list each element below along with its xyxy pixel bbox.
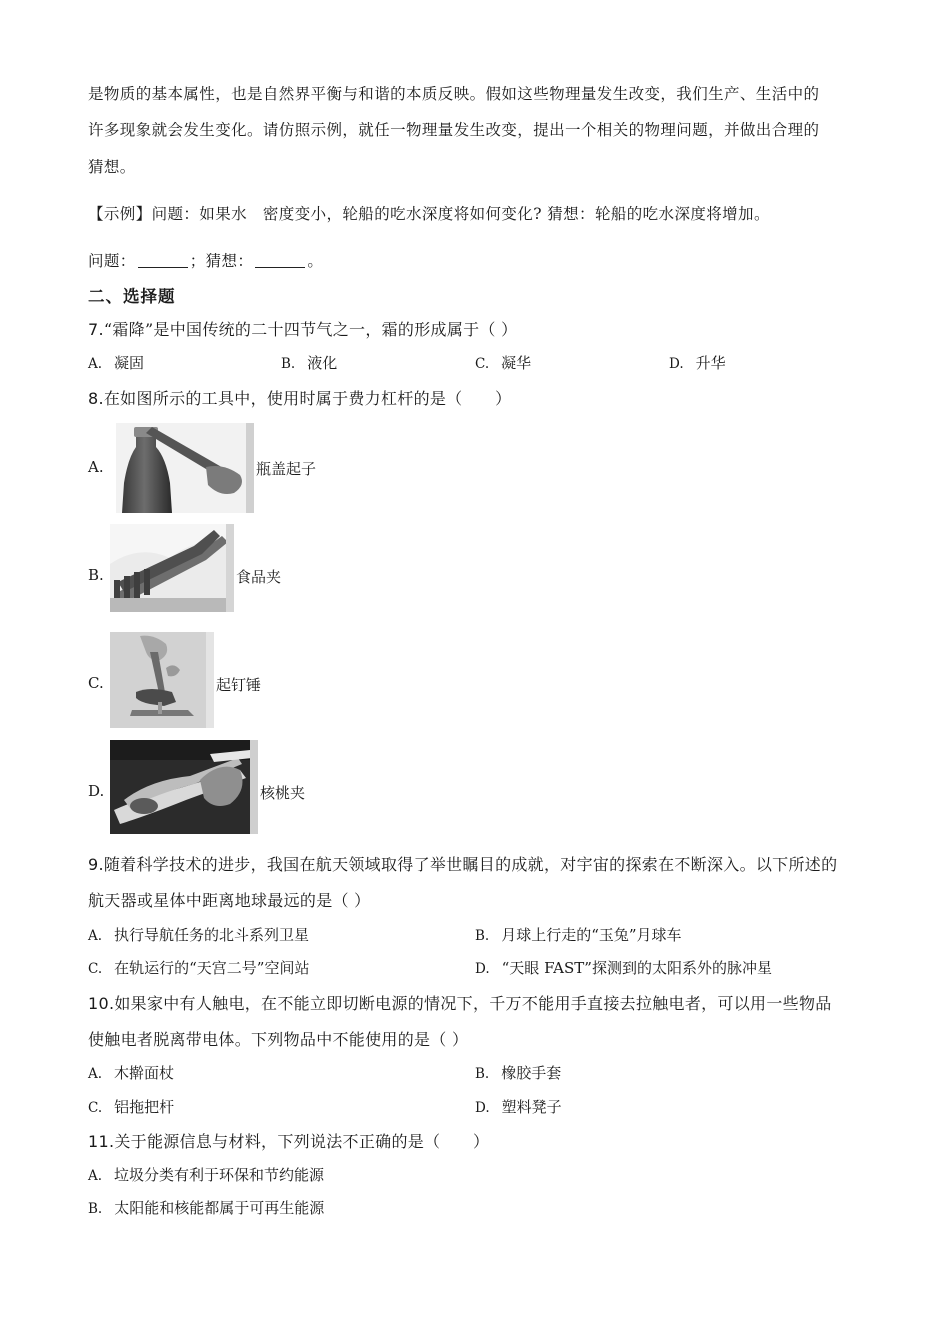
option-letter: A.: [88, 356, 103, 372]
option-letter: C.: [88, 1100, 103, 1116]
option-text: 凝华: [501, 354, 532, 372]
option-letter: B.: [475, 928, 490, 944]
option-letter: B.: [281, 356, 296, 372]
section-title: 二、选择题: [88, 287, 176, 306]
question-11-option-b[interactable]: [88, 1197, 324, 1218]
option-letter: C.: [475, 356, 490, 372]
question-11-text: 关于能源信息与材料，下列说法不正确的是（ ）: [114, 1132, 490, 1151]
option-text: 铝拖把杆: [114, 1098, 175, 1116]
question-10-option-b[interactable]: [475, 1062, 561, 1083]
question-10-stem-line-1: [88, 991, 832, 1014]
question-8-option-b-letter[interactable]: B.: [88, 566, 104, 584]
option-text: 凝固: [114, 354, 145, 372]
question-8-option-c-letter[interactable]: C.: [88, 674, 104, 692]
option-text: 垃圾分类有利于环保和节约能源: [114, 1166, 325, 1184]
question-11-option-a[interactable]: [88, 1164, 324, 1185]
option-text: 太阳能和核能都属于可再生能源: [114, 1199, 325, 1217]
question-9-number: 9.: [88, 855, 104, 874]
option-text: 升华: [695, 354, 726, 372]
question-9-option-a[interactable]: [88, 924, 309, 945]
option-letter: A.: [88, 928, 103, 944]
question-8-option-b-text: 食品夹: [236, 568, 282, 586]
intro-line-1: 是物质的基本属性，也是自然界平衡与和谐的本质反映。假如这些物理量发生改变，我们生产、生活中的: [88, 85, 820, 103]
option-letter: D.: [669, 356, 684, 372]
question-10-stem-line-2: 使触电者脱离带电体。下列物品中不能使用的是（ ）: [88, 1030, 469, 1049]
option-letter: B.: [475, 1066, 490, 1082]
claw-hammer-icon: [110, 632, 214, 728]
fill-end: 。: [307, 252, 324, 270]
option-text: 塑料凳子: [501, 1098, 562, 1116]
nutcracker-icon: [110, 740, 258, 834]
question-8-option-a-letter[interactable]: A.: [88, 458, 104, 476]
question-9-stem-line-2: 航天器或星体中距离地球最远的是（ ）: [88, 891, 371, 910]
question-8-number: 8.: [88, 389, 104, 408]
option-text: 月球上行走的“玉兔”月球车: [501, 926, 682, 944]
example-line: [88, 202, 770, 224]
question-9-text-1: 随着科学技术的进步，我国在航天领域取得了举世瞩目的成就，对宇宙的探索在不断深入。以下所述的: [103, 855, 838, 874]
intro-line-3: 猜想。: [88, 158, 136, 176]
question-9-option-b[interactable]: [475, 924, 682, 945]
option-text: 液化: [307, 354, 338, 372]
example-tag: 【示例】: [88, 205, 152, 223]
option-text: “天眼 FAST”探测到的太阳系外的脉冲星: [501, 959, 772, 977]
question-9-option-d[interactable]: [475, 957, 772, 978]
option-letter: A.: [88, 1168, 103, 1184]
food-tongs-icon: [110, 524, 234, 612]
option-letter: C.: [88, 961, 103, 977]
question-7-option-d[interactable]: [669, 352, 726, 373]
fill-in-line: [88, 249, 323, 271]
question-9-option-c[interactable]: [88, 957, 309, 978]
guess-blank[interactable]: [255, 252, 305, 268]
question-11-stem: [88, 1129, 489, 1152]
fill-separator: ；猜想：: [189, 252, 254, 270]
intro-line-2: 许多现象就会发生变化。请仿照示例，就任一物理量发生改变，提出一个相关的物理问题，并做出合理的: [88, 121, 820, 139]
option-letter: A.: [88, 1066, 103, 1082]
question-blank[interactable]: [138, 252, 188, 268]
option-letter: B.: [88, 1201, 103, 1217]
question-8-option-c-text: 起钉锤: [216, 676, 262, 694]
question-10-text-1: 如果家中有人触电，在不能立即切断电源的情况下，千万不能用手直接去拉触电者，可以用一些物品: [114, 994, 832, 1013]
option-text: 在轨运行的“天宫二号”空间站: [114, 959, 310, 977]
question-10-option-d[interactable]: [475, 1096, 562, 1117]
question-8-option-a-text: 瓶盖起子: [256, 460, 317, 478]
question-8-option-d-letter[interactable]: D.: [88, 782, 105, 800]
question-7-option-b[interactable]: [281, 352, 337, 373]
question-11-number: 11.: [88, 1132, 115, 1151]
question-8-option-d-text: 核桃夹: [260, 784, 306, 802]
question-7-option-c[interactable]: [475, 352, 531, 373]
question-8-text: 在如图所示的工具中，使用时属于费力杠杆的是（ ）: [103, 389, 512, 408]
option-text: 执行导航任务的北斗系列卫星: [114, 926, 310, 944]
option-text: 木擀面杖: [114, 1064, 175, 1082]
question-7-text: “霜降”是中国传统的二十四节气之一，霜的形成属于（ ）: [103, 320, 518, 339]
option-letter: D.: [475, 961, 490, 977]
question-10-option-c[interactable]: [88, 1096, 174, 1117]
question-10-number: 10.: [88, 994, 115, 1013]
question-10-option-a[interactable]: [88, 1062, 174, 1083]
question-7-number: 7.: [88, 320, 104, 339]
option-text: 橡胶手套: [501, 1064, 562, 1082]
option-letter: D.: [475, 1100, 490, 1116]
question-9-stem-line-1: [88, 852, 837, 875]
fill-question-label: 问题：: [88, 252, 136, 270]
question-8-stem: [88, 386, 511, 409]
question-7-stem: [88, 317, 517, 340]
bottle-opener-icon: [116, 423, 254, 513]
example-text: 问题：如果水 密度变小，轮船的吃水深度将如何变化? 猜想：轮船的吃水深度将增加。: [151, 205, 770, 223]
question-7-option-a[interactable]: [88, 352, 144, 373]
